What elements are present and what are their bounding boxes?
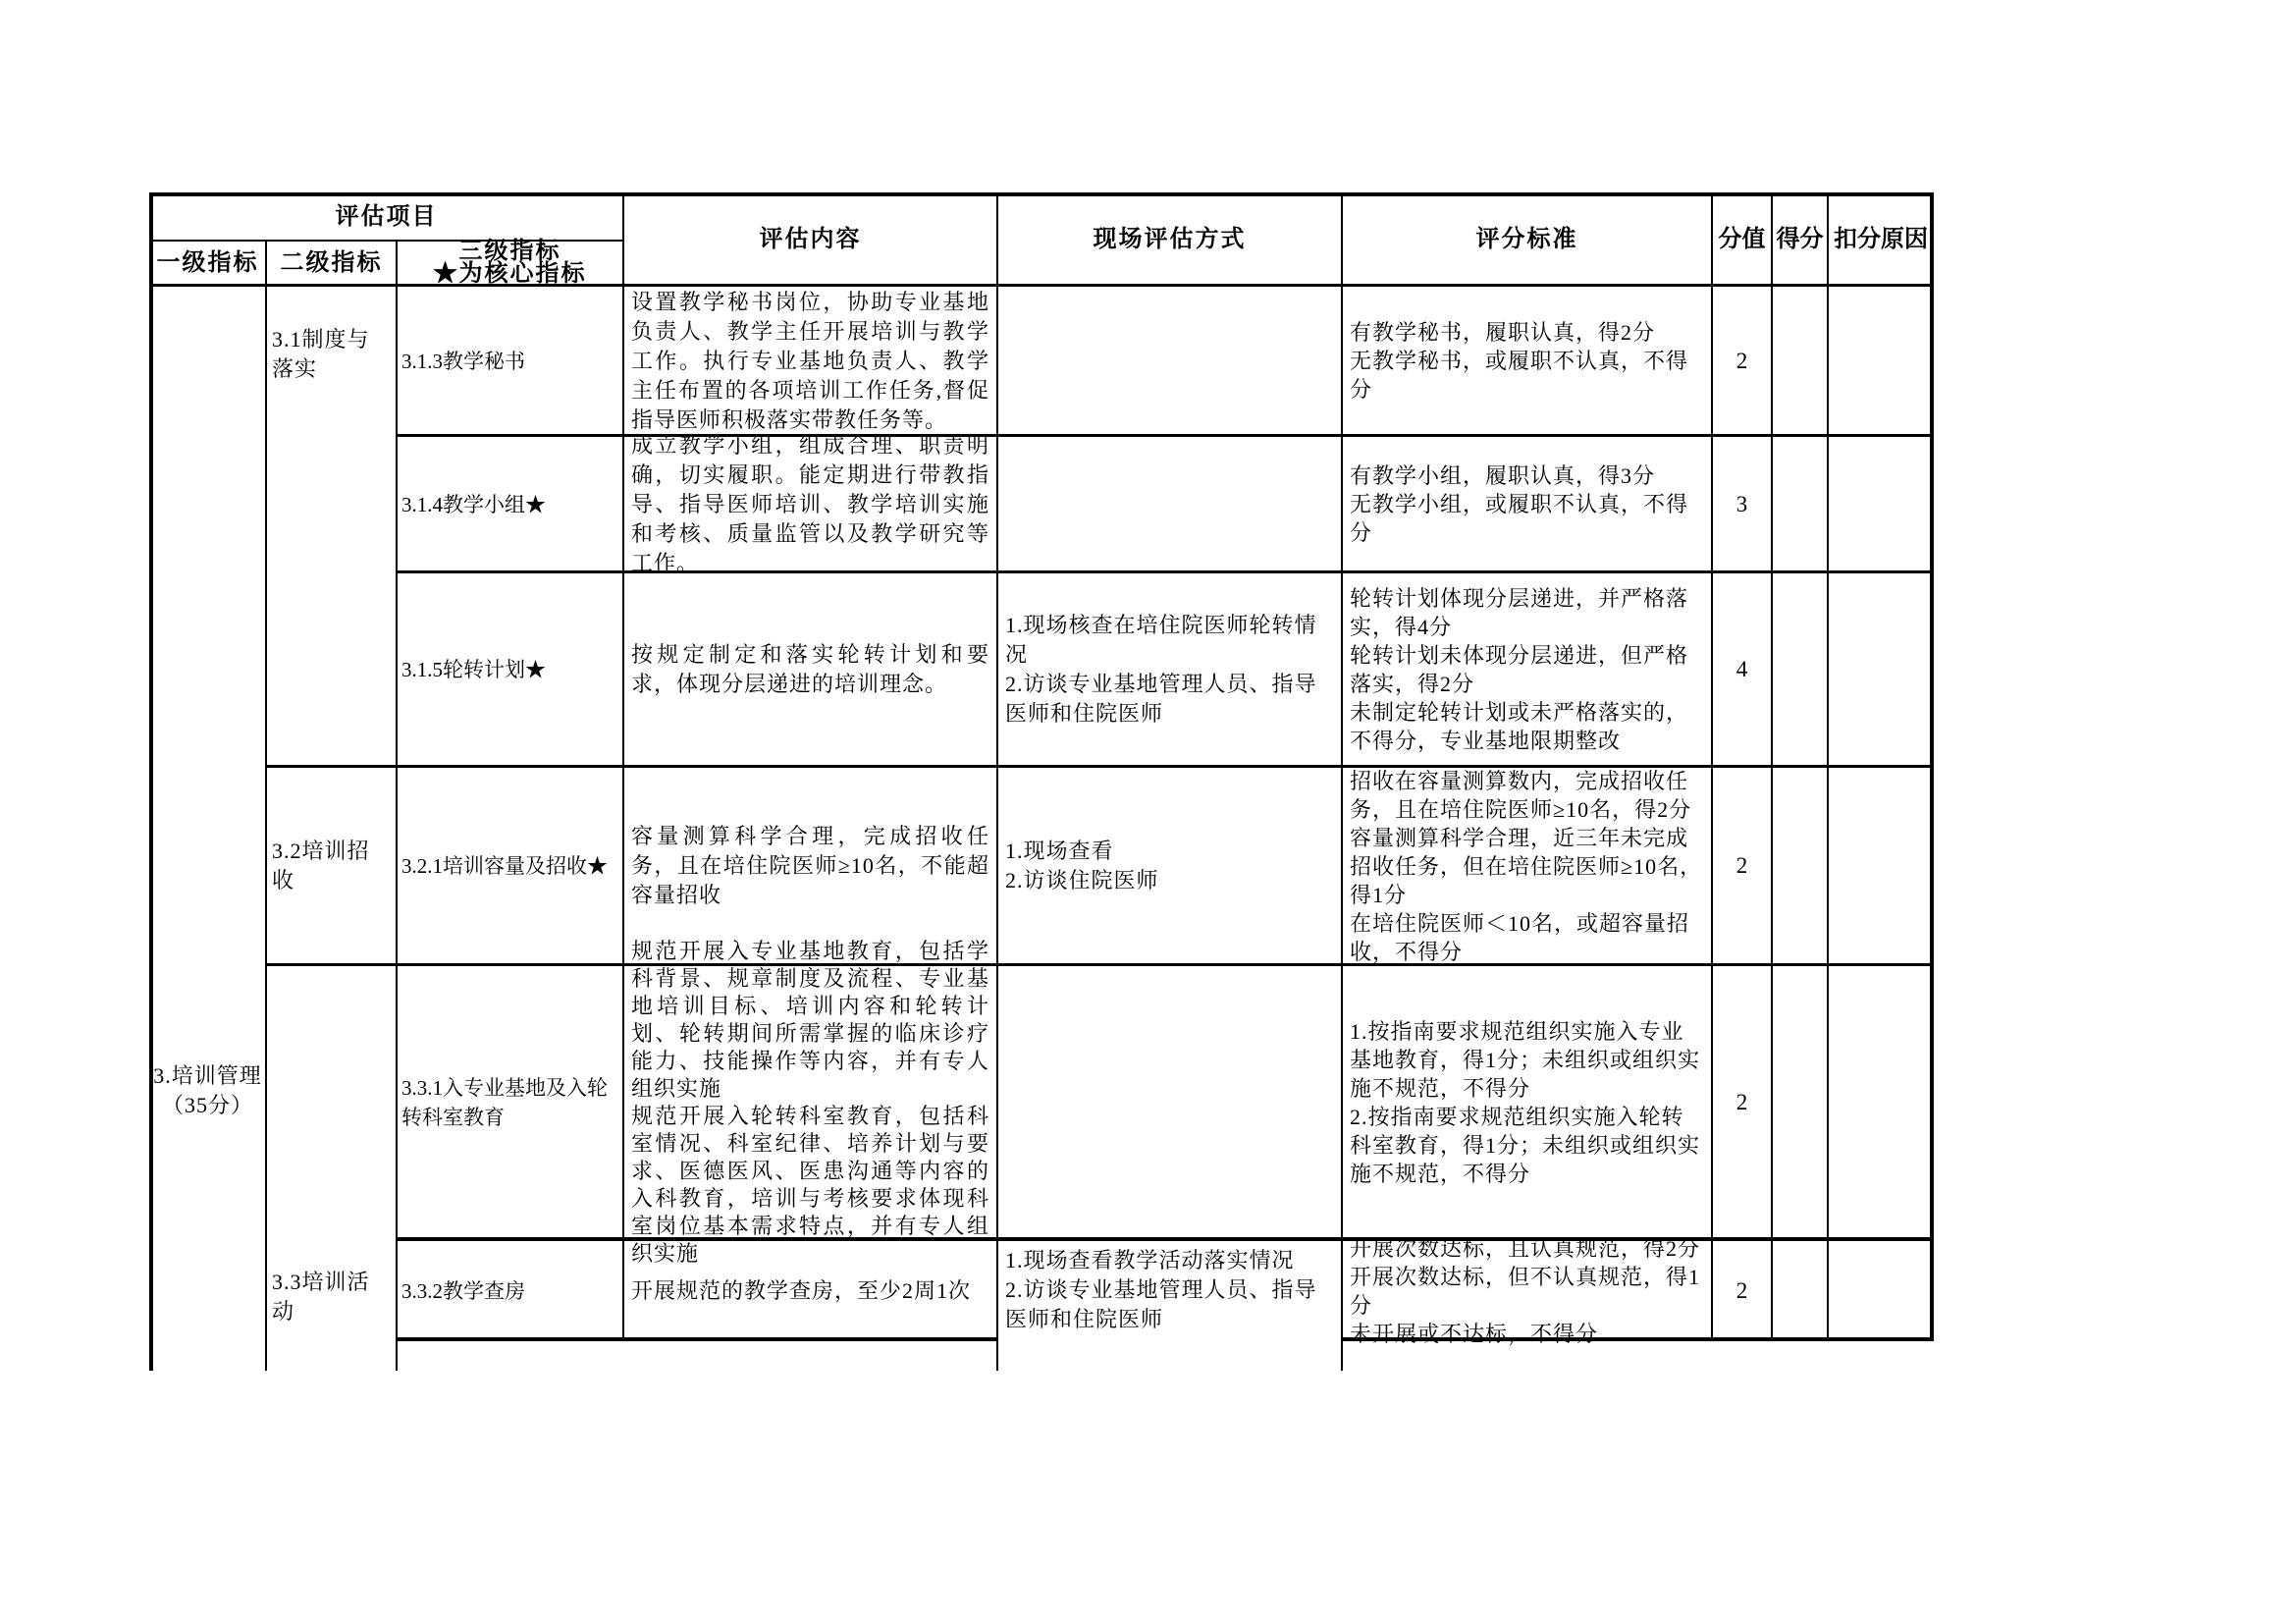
header-level2: 二级指标 xyxy=(280,250,383,276)
cell-points-3-3-1: 2 xyxy=(1735,1090,1748,1114)
header-level1: 一级指标 xyxy=(156,250,259,276)
header-score: 得分 xyxy=(1776,226,1824,252)
cell-method-3-2-1: 1.现场查看 2.访谈住院医师 xyxy=(1005,839,1159,893)
header-eval-project: 评估项目 xyxy=(335,203,438,230)
cell-l3-3-2-1: 3.2.1培训容量及招收★ xyxy=(401,854,608,878)
cell-l2-3-2: 3.2培训招收 xyxy=(272,839,370,893)
header-level3: 三级指标 ★为核心指标 xyxy=(433,239,587,287)
cell-points-3-1-5: 4 xyxy=(1735,657,1748,681)
cell-l3-3-1-3: 3.1.3教学秘书 xyxy=(401,349,525,373)
cell-content-3-1-4: 成立教学小组，组成合理、职责明确，切实履职。能定期进行带教指导、指导医师培训、教学培训实施和考核、质量监管以及教学研究等工作。 xyxy=(631,432,989,575)
header-points: 分值 xyxy=(1718,226,1766,252)
cell-criteria-3-1-5: 轮转计划体现分层递进，并严格落实，得4分 轮转计划未体现分层递进，但严格落实，得2分 未制定轮转计划或未严格落实的，不得分，专业基地限期整改 xyxy=(1350,586,1689,753)
cell-points-3-1-3: 2 xyxy=(1735,348,1748,373)
cell-criteria-3-1-3: 有教学秘书，履职认真，得2分 无教学秘书，或履职不认真，不得分 xyxy=(1350,320,1689,402)
header-content: 评估内容 xyxy=(759,226,862,252)
cell-method-3-1-5: 1.现场核查在培住院医师轮转情况 2.访谈专业基地管理人员、指导医师和住院医师 xyxy=(1005,613,1317,726)
header-method: 现场评估方式 xyxy=(1093,226,1247,252)
cell-l2-3-1: 3.1制度与落实 xyxy=(272,327,370,381)
cell-criteria-3-3-1: 1.按指南要求规范组织实施入专业基地教育，得1分；未组织或组织实施不规范，不得分 2.按指南要求规范组织实施入轮转科室教育，得1分；未组织或组织实施不规范，不得分 xyxy=(1350,1019,1701,1186)
header-reason: 扣分原因 xyxy=(1834,226,1928,252)
cell-content-3-3-2: 开展规范的教学查房，至少2周1次 xyxy=(631,1277,972,1303)
cell-content-3-1-5: 按规定制定和落实轮转计划和要求，体现分层递进的培训理念。 xyxy=(631,642,989,696)
cell-content-3-2-1: 容量测算科学合理，完成招收任务，且在培住院医师≥10名，不能超容量招收 xyxy=(631,824,989,907)
cell-criteria-3-3-2: 开展次数达标，且认真规范，得2分 开展次数达标，但不认真规范，得1分 未开展或不达标，不得分 xyxy=(1350,1235,1701,1346)
cell-method-3-3-2: 1.现场查看教学活动落实情况 2.访谈专业基地管理人员、指导医师和住院医师 xyxy=(1005,1248,1317,1331)
cell-l3-3-3-2: 3.3.2教学查房 xyxy=(401,1278,525,1303)
cell-criteria-3-2-1: 招收在容量测算数内，完成招收任务，且在培住院医师≥10名，得2分 容量测算科学合理，近三年未完成招收任务，但在培住院医师≥10名，得1分 在培住院医师＜10名，或超容量招收，不得分 xyxy=(1350,768,1703,964)
cell-l3-3-1-5: 3.1.5轮转计划★ xyxy=(401,658,546,681)
cell-points-3-3-2: 2 xyxy=(1735,1277,1748,1303)
header-criteria: 评分标准 xyxy=(1475,226,1578,252)
cell-l2-3-3: 3.3培训活动 xyxy=(272,1270,370,1324)
cell-content-3-3-1: 规范开展入专业基地教育，包括学科背景、规章制度及流程、专业基地培训目标、培训内容和轮转计划、轮转期间所需掌握的临床诊疗能力、技能操作等内容，并有专人组织实施 规范开展入轮转科室教育，包括科室情况、科室纪律、培养计划与要求、医德医风、医患沟通等内容的入科教育，培训与考核要求体现科室岗位基本需求特点，并有专人组织实施 xyxy=(631,939,989,1266)
cell-l1-training-management: 3.培训管理 （35分） xyxy=(153,1063,262,1117)
cell-points-3-2-1: 2 xyxy=(1735,853,1748,878)
cell-criteria-3-1-4: 有教学小组，履职认真，得3分 无教学小组，或履职不认真，不得分 xyxy=(1350,463,1689,545)
cell-points-3-1-4: 3 xyxy=(1735,491,1748,516)
cell-content-3-1-3: 设置教学秘书岗位，协助专业基地负责人、教学主任开展培训与教学工作。执行专业基地负责人、教学主任布置的各项培训工作任务,督促指导医师积极落实带教任务等。 xyxy=(631,289,989,432)
cell-l3-3-1-4: 3.1.4教学小组★ xyxy=(401,492,546,516)
cell-l3-3-3-1: 3.3.1入专业基地及入轮转科室教育 xyxy=(401,1076,608,1129)
evaluation-table xyxy=(149,192,1934,1400)
